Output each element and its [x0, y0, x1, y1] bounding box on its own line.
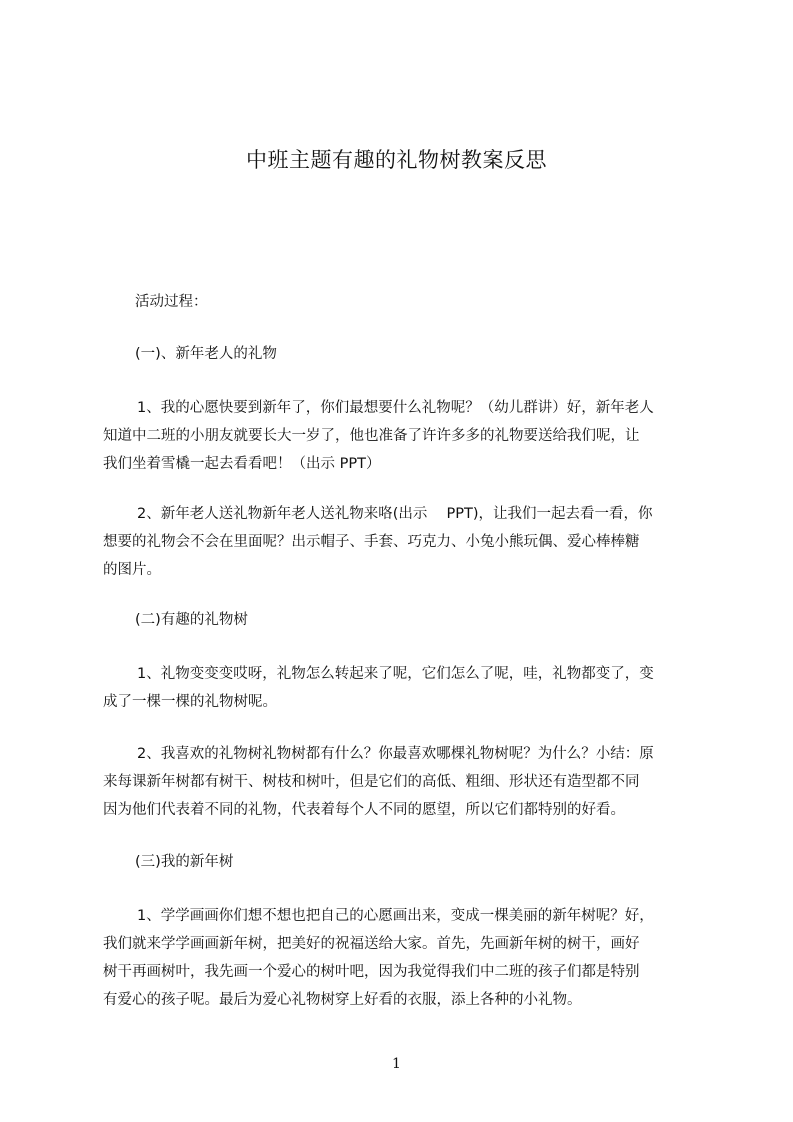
text-line: 成了一棵一棵的礼物树呢。	[103, 694, 277, 710]
section1-paragraph-1	[103, 394, 708, 478]
text-line: 想要的礼物会不会在里面呢？出示帽子、手套、巧克力、小兔小熊玩偶、爱心棒棒糖	[103, 534, 640, 550]
text-line: 活动过程：	[135, 294, 208, 310]
text-line: 的图片。	[103, 562, 161, 578]
section2-heading	[103, 606, 708, 634]
text-line: 2、我喜欢的礼物树礼物树都有什么？你最喜欢哪棵礼物树呢？为什么？小结：原	[137, 746, 654, 762]
text-line: 树干再画树叶，我先画一个爱心的树叶吧，因为我觉得我们中二班的孩子们都是特别	[103, 964, 640, 980]
text-line: 因为他们代表着不同的礼物，代表着每个人不同的愿望，所以它们都特别的好看。	[103, 802, 625, 818]
text-line: (三)我的新年树	[135, 854, 234, 870]
text-line: (二)有趣的礼物树	[135, 612, 248, 628]
document-title: 中班主题有趣的礼物树教案反思	[246, 148, 547, 172]
text-line: 知道中二班的小朋友就要长大一岁了，他也准备了许许多多的礼物要送给我们呢，让	[103, 428, 640, 444]
page-number: 1	[392, 1056, 401, 1072]
section3-heading	[103, 848, 708, 876]
text-line: 来每课新年树都有树干、树枝和树叶，但是它们的高低、粗细、形状还有造型都不同	[103, 774, 640, 790]
text-line: 有爱心的孩子呢。最后为爱心礼物树穿上好看的衣服，添上各种的小礼物。	[103, 992, 582, 1008]
text-line: 1、礼物变变变哎呀，礼物怎么转起来了呢，它们怎么了呢，哇，礼物都变了，变	[137, 666, 654, 682]
section3-paragraph-1	[103, 902, 708, 1014]
text-line: 1、我的心愿快要到新年了，你们最想要什么礼物呢？（幼儿群讲）好，新年老人	[137, 400, 654, 416]
process-heading	[103, 288, 708, 316]
text-line: 2、新年老人送礼物新年老人送礼物来咯(出示 PPT)，让我们一起去看一看，你	[137, 506, 653, 522]
text-line: (一)、新年老人的礼物	[135, 346, 277, 362]
text-line: 我们就来学学画画新年树，把美好的祝福送给大家。首先，先画新年树的树干，画好	[103, 936, 640, 952]
text-line: 我们坐着雪橇一起去看看吧！（出示 PPT）	[103, 456, 381, 472]
section2-paragraph-1	[103, 660, 708, 716]
section1-paragraph-2	[103, 500, 708, 584]
section1-heading	[103, 340, 708, 368]
text-line: 1、学学画画你们想不想也把自己的心愿画出来，变成一棵美丽的新年树呢？好，	[137, 908, 654, 924]
section2-paragraph-2	[103, 740, 708, 824]
